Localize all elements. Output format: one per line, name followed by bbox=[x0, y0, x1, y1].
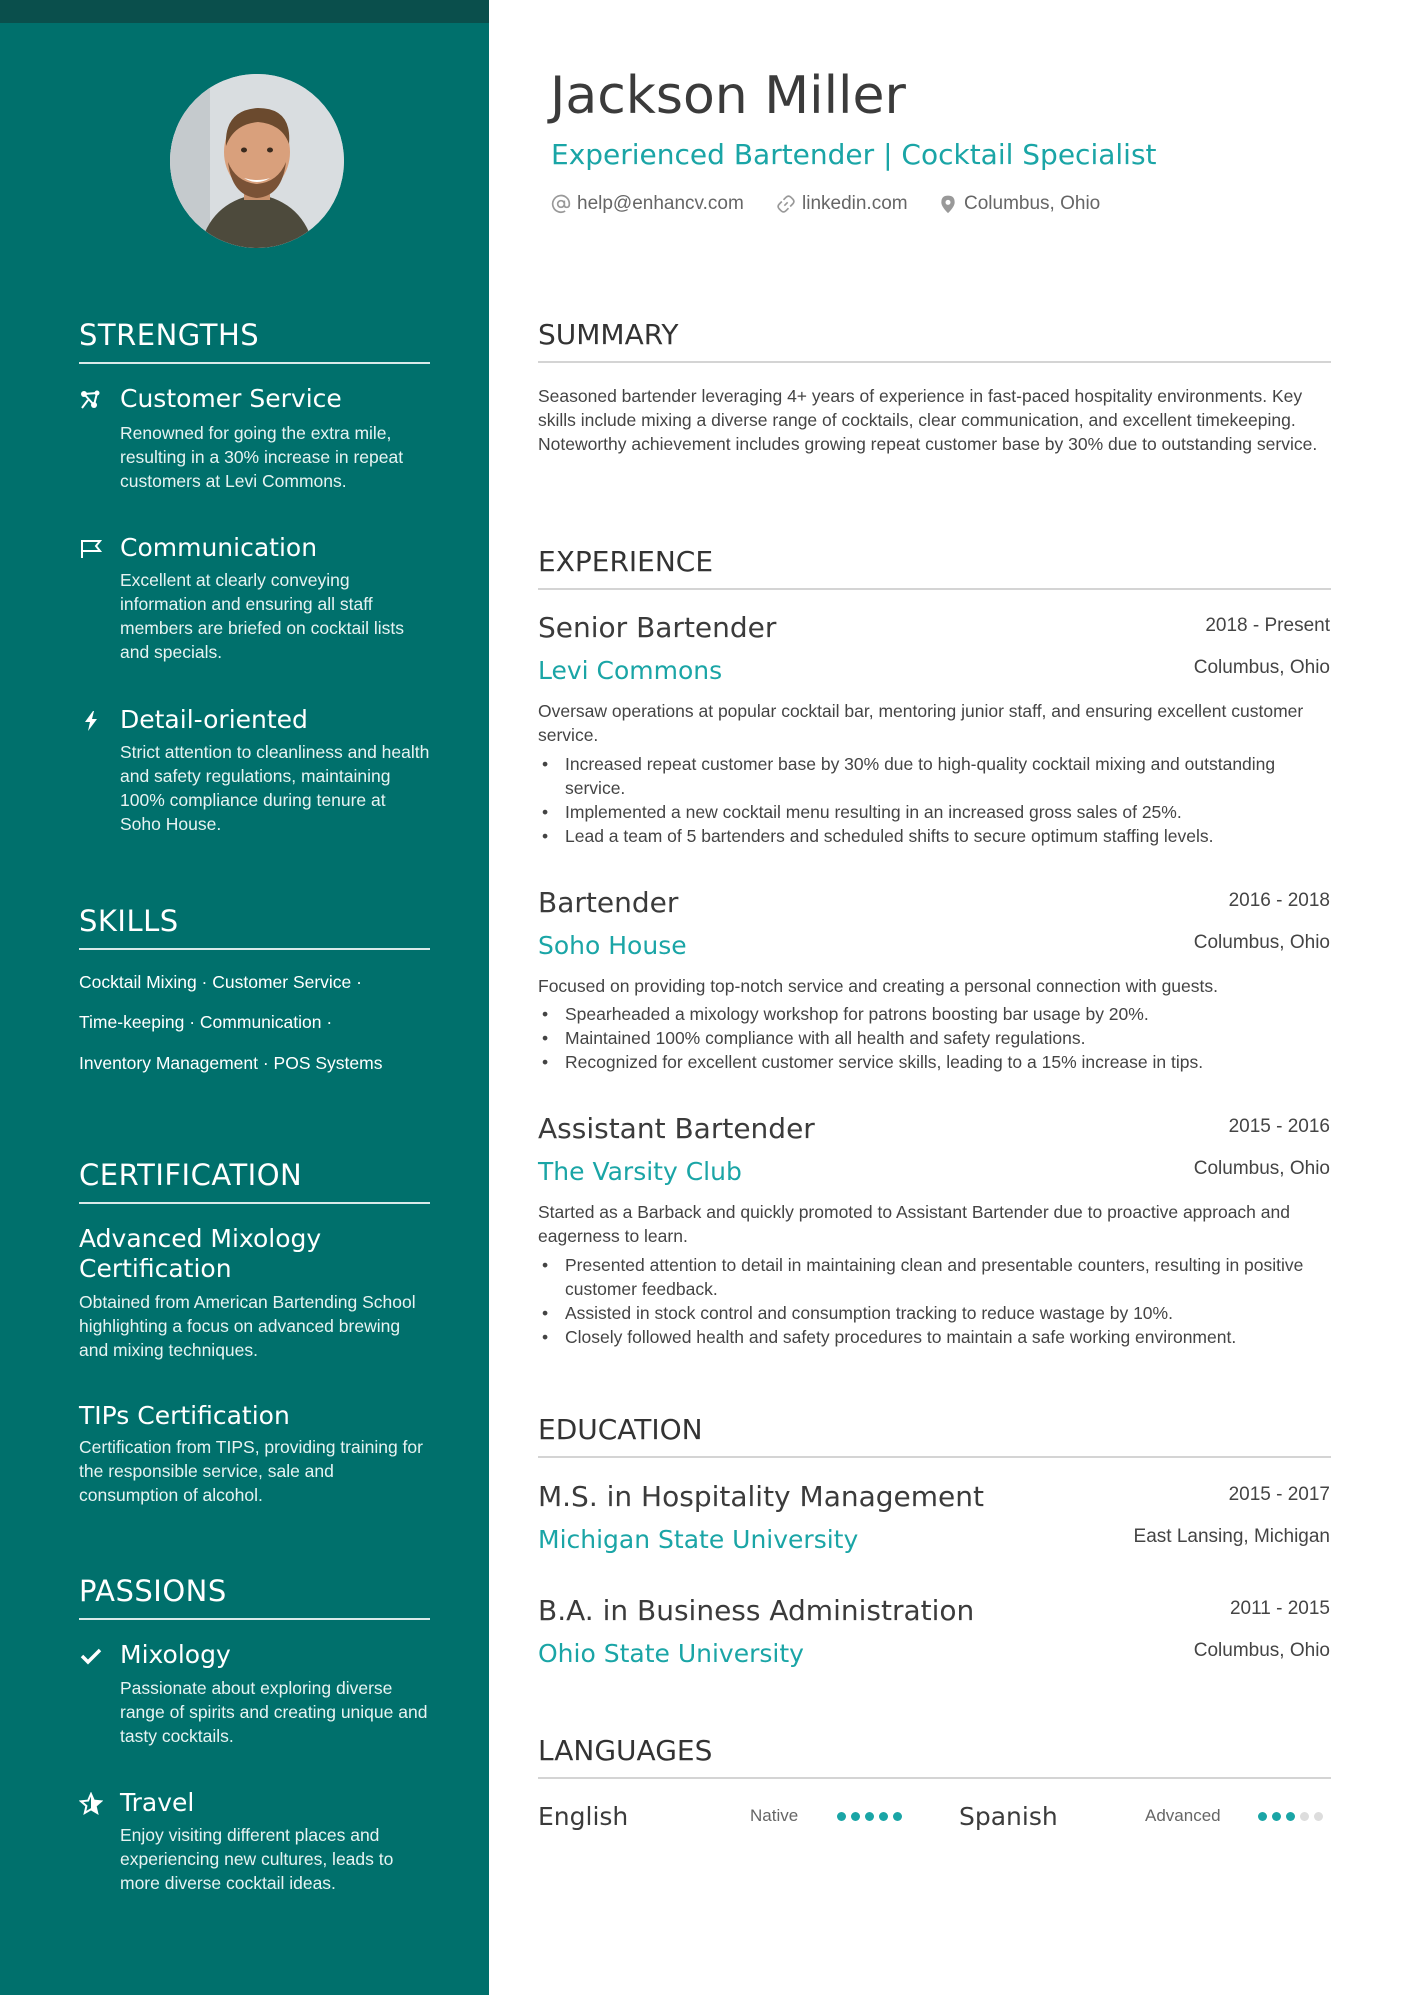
language-rating bbox=[837, 1812, 902, 1821]
education-degree: B.A. in Business Administration bbox=[538, 1594, 975, 1627]
education-dates: 2015 - 2017 bbox=[1228, 1484, 1330, 1505]
education-heading: EDUCATION bbox=[538, 1413, 1331, 1458]
education-degree: M.S. in Hospitality Management bbox=[538, 1480, 984, 1513]
candidate-title: Experienced Bartender | Cocktail Specialist bbox=[551, 138, 1157, 171]
rating-dot-filled bbox=[865, 1812, 874, 1821]
job-bullets bbox=[538, 1002, 1331, 1074]
link-icon bbox=[776, 194, 796, 214]
job-bullet: • Maintained 100% compliance with all health and safety regulations. bbox=[538, 1026, 1331, 1050]
contact-linkedin[interactable] bbox=[776, 193, 908, 215]
summary-heading: SUMMARY bbox=[538, 318, 1331, 363]
job-bullets bbox=[538, 752, 1331, 848]
language-name: English bbox=[538, 1802, 629, 1831]
job-role: Senior Bartender bbox=[538, 611, 777, 644]
job-bullet: • Closely followed health and safety procedures to maintain a safe working environment. bbox=[538, 1325, 1331, 1349]
language-name: Spanish bbox=[959, 1802, 1058, 1831]
education-dates: 2011 - 2015 bbox=[1229, 1598, 1330, 1619]
summary-text: Seasoned bartender leveraging 4+ years of experience in fast-paced hospitality environments. Key skills include mixing a diverse range of cocktails, clear communication, and excellent timekeeping. Noteworthy achievement includes growing repeat customer base by 30% due to outstanding service. bbox=[538, 386, 1318, 454]
job-bullet: • Spearheaded a mixology workshop for patrons boosting bar usage by 20%. bbox=[538, 1002, 1331, 1026]
education-location: Columbus, Ohio bbox=[1193, 1640, 1330, 1661]
rating-dot-filled bbox=[837, 1812, 846, 1821]
language-level: Native bbox=[750, 1806, 799, 1825]
strength-description: Strict attention to cleanliness and health and safety regulations, maintaining 100% compliance during tenure at Soho House. bbox=[120, 742, 430, 834]
job-location: Columbus, Ohio bbox=[1193, 657, 1330, 678]
certification-description: Obtained from American Bartending School highlighting a focus on advanced brewing and mixing techniques. bbox=[79, 1292, 416, 1360]
certification-title: Advanced Mixology Certification bbox=[79, 1224, 322, 1283]
rating-dot-filled bbox=[893, 1812, 902, 1821]
certification-title: TIPs Certification bbox=[79, 1401, 290, 1430]
rating-dot-empty bbox=[1314, 1812, 1323, 1821]
candidate-name: Jackson Miller bbox=[550, 66, 906, 126]
passion-description: Passionate about exploring diverse range of spirits and creating unique and tasty cocktails. bbox=[120, 1678, 428, 1746]
skills-heading: SKILLS bbox=[79, 904, 430, 950]
contact-email[interactable] bbox=[551, 193, 744, 215]
strength-title: Communication bbox=[120, 533, 318, 562]
certification-heading: CERTIFICATION bbox=[79, 1158, 430, 1204]
skills-line: Inventory Management · POS Systems bbox=[79, 1053, 383, 1073]
rating-dot-filled bbox=[879, 1812, 888, 1821]
language-rating bbox=[1258, 1812, 1323, 1821]
job-bullet: • Presented attention to detail in maintaining clean and presentable counters, resulting in positive customer feedback. bbox=[538, 1253, 1331, 1301]
job-company: Soho House bbox=[538, 931, 687, 960]
education-school: Michigan State University bbox=[538, 1525, 859, 1554]
job-dates: 2016 - 2018 bbox=[1228, 890, 1330, 911]
languages-heading: LANGUAGES bbox=[538, 1734, 1331, 1779]
job-location: Columbus, Ohio bbox=[1193, 932, 1330, 953]
strength-description: Renowned for going the extra mile, resulting in a 30% increase in repeat customers at Levi Commons. bbox=[120, 423, 404, 491]
skills-line: Cocktail Mixing · Customer Service · bbox=[79, 972, 362, 992]
job-dates: 2015 - 2016 bbox=[1228, 1116, 1330, 1137]
certification-description: Certification from TIPS, providing training for the responsible service, sale and consumption of alcohol. bbox=[79, 1437, 423, 1505]
at-icon bbox=[551, 194, 571, 214]
rating-dot-filled bbox=[1272, 1812, 1281, 1821]
job-location: Columbus, Ohio bbox=[1193, 1158, 1330, 1179]
education-location: East Lansing, Michigan bbox=[1133, 1526, 1330, 1547]
location-pin-icon bbox=[938, 194, 958, 214]
language-level: Advanced bbox=[1145, 1806, 1221, 1825]
job-description: Focused on providing top-notch service and creating a personal connection with guests. bbox=[538, 976, 1218, 996]
rating-dot-empty bbox=[1300, 1812, 1309, 1821]
linkedin-text: linkedin.com bbox=[802, 193, 908, 214]
contact-location bbox=[938, 193, 1100, 215]
job-description: Oversaw operations at popular cocktail bar, mentoring junior staff, and ensuring excellent customer service. bbox=[538, 701, 1304, 745]
strength-description: Excellent at clearly conveying information and ensuring all staff members are briefed on cocktail lists and specials. bbox=[120, 570, 404, 662]
job-company: The Varsity Club bbox=[538, 1157, 742, 1186]
passion-title: Mixology bbox=[120, 1640, 231, 1669]
skills-line: Time-keeping · Communication · bbox=[79, 1012, 333, 1032]
location-text: Columbus, Ohio bbox=[964, 193, 1101, 214]
passion-description: Enjoy visiting different places and experiencing new cultures, leads to more diverse cocktail ideas. bbox=[120, 1825, 394, 1893]
job-company: Levi Commons bbox=[538, 656, 723, 685]
job-bullets bbox=[538, 1253, 1331, 1349]
education-school: Ohio State University bbox=[538, 1639, 804, 1668]
job-role: Assistant Bartender bbox=[538, 1112, 815, 1145]
job-description: Started as a Barback and quickly promoted to Assistant Bartender due to proactive approach and eagerness to learn. bbox=[538, 1202, 1290, 1246]
job-bullet: • Assisted in stock control and consumption tracking to reduce wastage by 10%. bbox=[538, 1301, 1331, 1325]
job-bullet: • Lead a team of 5 bartenders and scheduled shifts to secure optimum staffing levels. bbox=[538, 824, 1331, 848]
job-dates: 2018 - Present bbox=[1205, 615, 1330, 636]
rating-dot-filled bbox=[1258, 1812, 1267, 1821]
job-role: Bartender bbox=[538, 886, 679, 919]
job-bullet: • Recognized for excellent customer service skills, leading to a 15% increase in tips. bbox=[538, 1050, 1331, 1074]
rating-dot-filled bbox=[1286, 1812, 1295, 1821]
strengths-heading: STRENGTHS bbox=[79, 318, 430, 364]
strength-title: Detail-oriented bbox=[120, 705, 308, 734]
email-text: help@enhancv.com bbox=[577, 193, 744, 214]
passions-heading: PASSIONS bbox=[79, 1574, 430, 1620]
job-bullet: • Increased repeat customer base by 30% due to high-quality cocktail mixing and outstanding service. bbox=[538, 752, 1331, 800]
experience-heading: EXPERIENCE bbox=[538, 545, 1331, 590]
job-bullet: • Implemented a new cocktail menu resulting in an increased gross sales of 25%. bbox=[538, 800, 1331, 824]
rating-dot-filled bbox=[851, 1812, 860, 1821]
passion-title: Travel bbox=[120, 1788, 195, 1817]
strength-title: Customer Service bbox=[120, 384, 342, 413]
